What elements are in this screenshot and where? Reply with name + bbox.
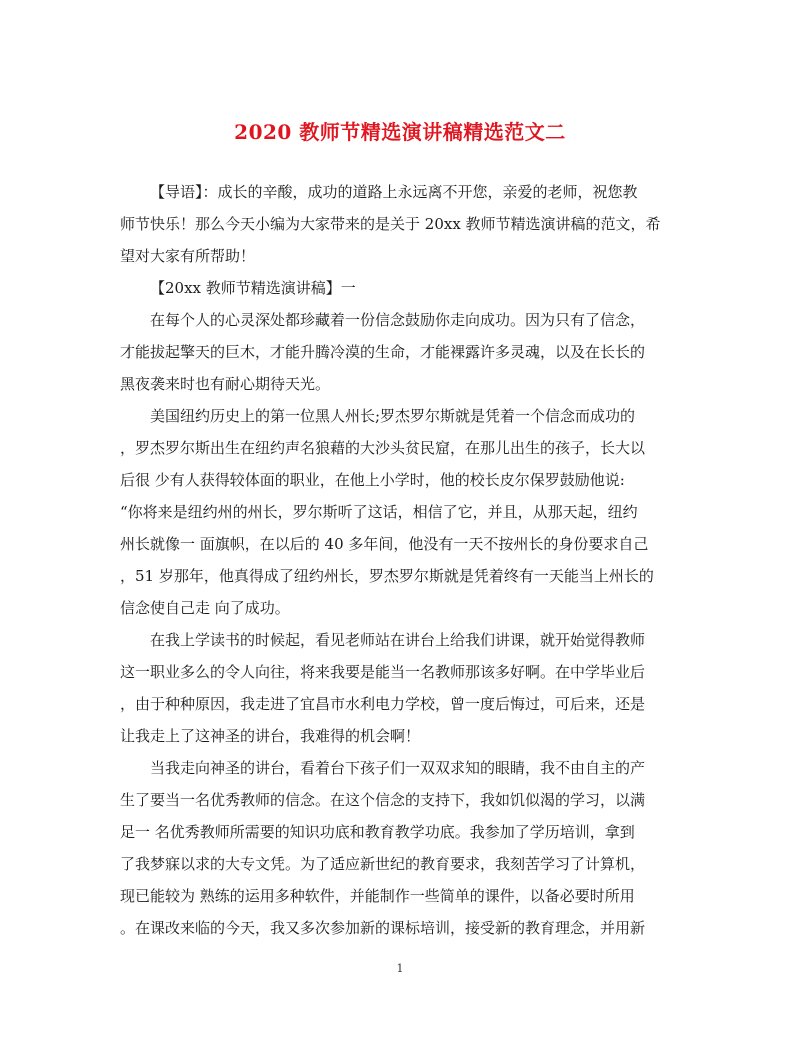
section-heading: 【20xx 教师节精选演讲稿】一 [150,279,356,297]
text-line: 后很 少有人获得较体面的职业，在他上小学时，他的校长皮尔保罗鼓励他说: [120,471,625,489]
text-line: 师节快乐！那么今天小编为大家带来的是关于 20xx 教师节精选演讲稿的范文，希 [120,215,661,233]
text-line: 【导语】：成长的辛酸，成功的道路上永远离不开您，亲爱的老师，祝您教 [150,183,638,201]
text-line: 在每个人的心灵深处都珍藏着一份信念鼓励你走向成功。因为只有了信念， [150,311,646,329]
text-line: 。在课改来临的今天，我又多次参加新的课标培训，接受新的教育理念，并用新 [120,919,646,937]
text-line: 了我梦寐以求的大专文凭。为了适应新世纪的教育要求，我刻苦学习了计算机， [120,855,646,873]
text-line: 当我走向神圣的讲台，看着台下孩子们一双双求知的眼睛，我不由自主的产 [150,759,646,777]
text-line: ，51 岁那年，他真得成了纽约州长，罗杰罗尔斯就是凭着终有一天能当上州长的 [120,567,654,585]
text-line: 在我上学读书的时候起，看见老师站在讲台上给我们讲课，就开始觉得教师 [150,631,646,649]
text-line: 足一 名优秀教师所需要的知识功底和教育教学功底。我参加了学历培训，拿到 [120,823,635,841]
text-line: 黑夜袭来时也有耐心期待天光。 [120,375,331,393]
text-line: 美国纽约历史上的第一位黑人州长;罗杰罗尔斯就是凭着一个信念而成功的 [150,407,636,425]
text-line: 这一职业多么的令人向往，将来我要是能当一名教师那该多好啊。在中学毕业后 [120,663,646,681]
text-line: 让我走上了这神圣的讲台，我难得的机会啊！ [120,727,421,745]
text-line: ，罗杰罗尔斯出生在纽约声名狼藉的大沙头贫民窟，在那儿出生的孩子，长大以 [120,439,646,457]
text-line: “你将来是纽约州的州长，罗尔斯听了这话，相信了它，并且，从那天起，纽约 [120,503,638,521]
text-line: 生了要当一名优秀教师的信念。在这个信念的支持下，我如饥似渴的学习，以满 [120,791,646,809]
text-line: 现已能较为 熟练的运用多种软件，并能制作一些简单的课件，以备必要时所用 [120,887,635,905]
text-line: 州长就像一 面旗帜，在以后的 40 多年间，他没有一天不按州长的身份要求自己 [120,535,649,553]
text-line: 望对大家有所帮助！ [120,247,256,265]
text-line: 信念使自己走 向了成功。 [120,599,290,617]
text-line: 才能拔起擎天的巨木，才能升腾冷漠的生命，才能裸露许多灵魂，以及在长长的 [120,343,646,361]
document-title: 2020 教师节精选演讲稿精选范文二 [234,120,566,144]
page-number: 1 [396,962,404,975]
text-line: ，由于种种原因，我走进了宜昌市水利电力学校，曾一度后悔过，可后来，还是 [120,695,646,713]
